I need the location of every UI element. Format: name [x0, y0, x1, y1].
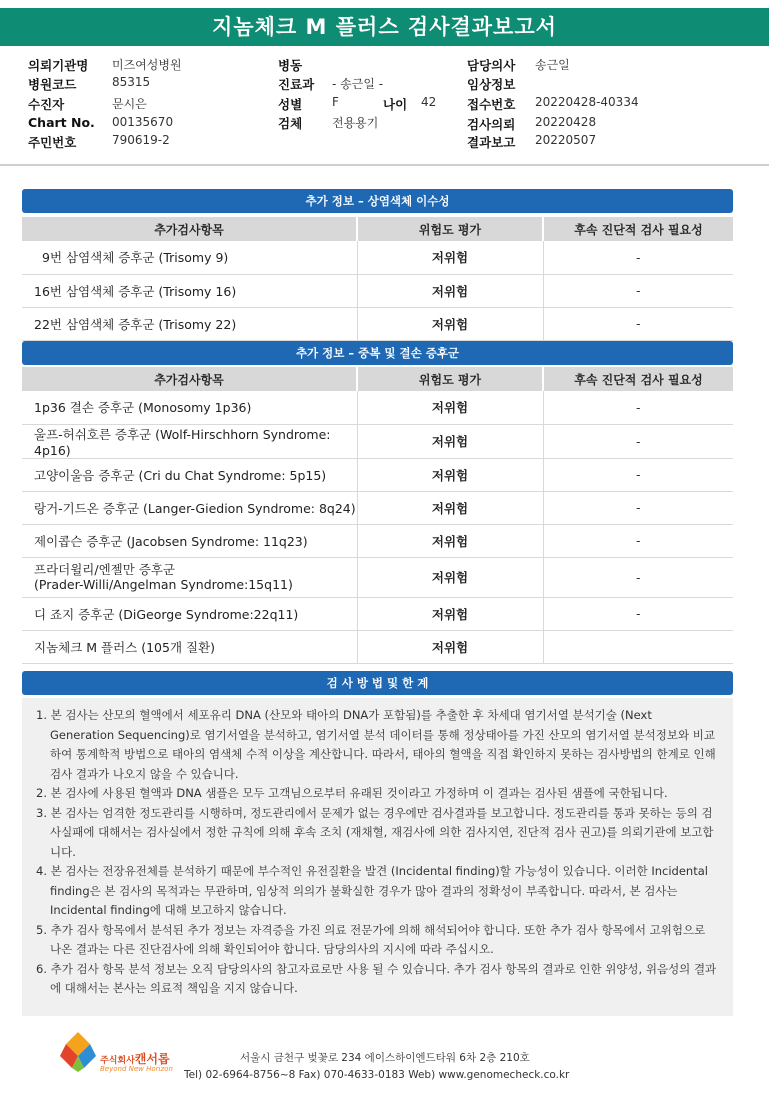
row-item-line2: (Prader-Willi/Angelman Syndrome:15q11)	[34, 577, 293, 592]
table-row	[22, 491, 733, 524]
note-item: 4. 본 검사는 전장유전체를 분석하기 때문에 부수적인 유전질환을 발견 (Incidental finding)할 가능성이 있습니다. 이러한 Incidental finding은 본 검사의 목적과는 무관하며, 임상적 의의가 불확실한 경우가 많아 결과의 정확성이 부족합니다. 따라서, 본 검사는 Incidental finding에 대해 보고하지 않습니다.	[36, 864, 708, 917]
row-risk: 저위험	[357, 458, 543, 491]
report-title: 지놈체크 M 플러스 검사결과보고서	[0, 8, 769, 46]
table-row	[22, 391, 733, 424]
table-row	[22, 307, 733, 340]
row-risk: 저위험	[357, 630, 543, 663]
section-bar-microdeletion: 추가 정보 – 중복 및 결손 증후군	[22, 341, 733, 365]
row-followup: -	[543, 557, 733, 597]
col-header-risk: 위험도 평가	[357, 367, 543, 391]
clinical-label: 임상정보	[467, 77, 516, 92]
note-item: 3. 본 검사는 엄격한 정도관리를 시행하며, 정도관리에서 문제가 없는 경우에만 검사결과를 보고합니다. 정도관리를 통과 못하는 등의 검사실패에 대해서는 검사실에서 정한 규칙에 의해 후속 조치 (재채혈, 재검사에 의한 검사지연, 진단적 검사 권고)를 의뢰기관에 보고합니다.	[36, 805, 714, 859]
section-bar-autosomal: 추가 정보 – 상염색체 이수성	[22, 189, 733, 213]
patient-info	[0, 56, 769, 156]
col-header-followup: 후속 진단적 검사 필요성	[543, 367, 733, 391]
row-risk: 저위험	[357, 241, 543, 274]
row-followup: -	[543, 424, 733, 458]
company-main: 캔서롭	[134, 1052, 170, 1066]
header-divider	[0, 164, 769, 166]
table-row	[22, 458, 733, 491]
company-logo-icon	[60, 1032, 96, 1072]
examinee-label: 수진자	[28, 97, 65, 112]
footer	[0, 1022, 769, 1102]
chart-label: Chart No.	[28, 115, 95, 130]
result-value: 20220507	[535, 133, 597, 147]
row-item: 지놈체크 M 플러스 (105개 질환)	[22, 630, 357, 663]
company-tagline: Beyond New Horizon	[100, 1065, 173, 1073]
ward-label: 병동	[278, 58, 303, 73]
row-item: 랑거-기드온 증후군 (Langer-Giedion Syndrome: 8q24)	[22, 491, 357, 524]
row-followup: -	[543, 391, 733, 424]
institution-label: 의뢰기관명	[28, 58, 89, 73]
row-item: 9번 삼염색체 증후군 (Trisomy 9)	[22, 241, 357, 274]
doctor-value: 송근일	[535, 58, 570, 72]
table-row	[22, 630, 733, 663]
row-followup: -	[543, 307, 733, 340]
company-contact: Tel) 02-6964-8756~8 Fax) 070-4633-0183 Web) www.genomecheck.co.kr	[184, 1069, 570, 1081]
row-risk: 저위험	[357, 557, 543, 597]
row-followup: -	[543, 597, 733, 630]
examinee-value: 문시은	[112, 97, 147, 111]
note-item: 2. 본 검사에 사용된 혈액과 DNA 샘플은 모두 고객님으로부터 유래된 것이라고 가정하며 이 결과는 검사된 샘플에 국한됩니다.	[36, 786, 668, 800]
resident-value: 790619-2	[112, 133, 170, 147]
doctor-label: 담당의사	[467, 58, 516, 73]
row-risk: 저위험	[357, 424, 543, 458]
row-risk: 저위험	[357, 597, 543, 630]
col-header-item: 추가검사항목	[22, 367, 357, 391]
sex-value: F	[332, 95, 339, 109]
note-item: 6. 추가 검사 항목 분석 정보는 오직 담당의사의 참고자료로만 사용 될 수 있습니다. 추가 검사 항목의 결과로 인한 위양성, 위음성의 결과에 대해서는 본사는 의료적 책임을 지지 않습니다.	[36, 961, 717, 995]
row-followup: -	[543, 491, 733, 524]
institution-value: 미즈여성병원	[112, 58, 182, 72]
table-row	[22, 524, 733, 557]
row-item: 제이콥슨 증후군 (Jacobsen Syndrome: 11q23)	[22, 524, 357, 557]
row-item	[22, 557, 357, 597]
department-label: 진료과	[278, 77, 315, 92]
row-item: 22번 삼염색체 증후군 (Trisomy 22)	[22, 307, 357, 340]
table-row	[22, 557, 733, 597]
sex-label: 성별	[278, 97, 303, 112]
table-row	[22, 597, 733, 630]
row-risk: 저위험	[357, 307, 543, 340]
row-item: 디 죠지 증후군 (DiGeorge Syndrome:22q11)	[22, 597, 357, 630]
department-value: - 송근일 -	[332, 77, 384, 91]
company-address: 서울시 금천구 벚꽃로 234 에이스하이엔드타워 6차 2층 210호	[240, 1052, 530, 1064]
autosomal-table	[22, 217, 733, 341]
hospital-code-label: 병원코드	[28, 77, 77, 92]
specimen-label: 검체	[278, 116, 303, 131]
col-header-risk: 위험도 평가	[357, 217, 543, 241]
specimen-value: 전용용기	[332, 116, 379, 130]
resident-label: 주민번호	[28, 135, 77, 150]
col-header-followup: 후속 진단적 검사 필요성	[543, 217, 733, 241]
row-followup	[543, 630, 733, 663]
company-prefix: 주식회사	[100, 1056, 135, 1066]
table-row	[22, 241, 733, 274]
row-followup: -	[543, 241, 733, 274]
chart-value: 00135670	[112, 115, 174, 129]
request-value: 20220428	[535, 115, 597, 129]
age-label: 나이	[383, 97, 408, 112]
note-item: 1. 본 검사는 산모의 혈액에서 세포유리 DNA (산모와 태아의 DNA가 포함됨)를 추출한 후 차세대 염기서열 분석기술 (Next Generation Sequencing)로 염기서열을 분석하고, 염기서열 분석 데이터를 통해 정상태아를 가진 산모의 염기서열 분석정보와 비교하여 통계학적 방법으로 태아의 염색체 수적 이상을 계산합니다. 따라서, 태아의 혈액을 직접 확인하지 못하는 검사방법의 한계로 인해 검사 결과가 나오지 않을 수 있습니다.	[36, 708, 716, 781]
row-followup: -	[543, 524, 733, 557]
row-risk: 저위험	[357, 274, 543, 307]
microdeletion-table	[22, 367, 733, 664]
row-item: 1p36 결손 증후군 (Monosomy 1p36)	[22, 391, 357, 424]
receipt-value: 20220428-40334	[535, 95, 639, 109]
row-risk: 저위험	[357, 491, 543, 524]
section-bar-methods: 검 사 방 법 및 한 계	[22, 671, 733, 695]
request-label: 검사의뢰	[467, 117, 516, 132]
row-item: 울프-허쉬호른 증후군 (Wolf-Hirschhorn Syndrome: 4p16)	[22, 424, 357, 458]
row-item: 16번 삼염색체 증후군 (Trisomy 16)	[22, 274, 357, 307]
row-followup: -	[543, 274, 733, 307]
table-row	[22, 424, 733, 458]
table-row	[22, 274, 733, 307]
methods-notes	[22, 698, 733, 1016]
row-risk: 저위험	[357, 391, 543, 424]
row-item-line1: 프라더윌리/엔젤만 증후군	[34, 562, 176, 577]
row-item: 고양이울음 증후군 (Cri du Chat Syndrome: 5p15)	[22, 458, 357, 491]
age-value: 42	[421, 95, 437, 109]
result-label: 결과보고	[467, 135, 516, 150]
hospital-code-value: 85315	[112, 75, 151, 89]
row-followup: -	[543, 458, 733, 491]
col-header-item: 추가검사항목	[22, 217, 357, 241]
receipt-label: 접수번호	[467, 97, 516, 112]
row-risk: 저위험	[357, 524, 543, 557]
note-item: 5. 추가 검사 항목에서 분석된 추가 정보는 자격증을 가진 의료 전문가에 의해 해석되어야 합니다. 또한 추가 검사 항목에서 고위험으로 나온 결과는 다른 진단검사에 의해 확인되어야 합니다. 담당의사의 지시에 따라 주십시오.	[36, 922, 706, 956]
